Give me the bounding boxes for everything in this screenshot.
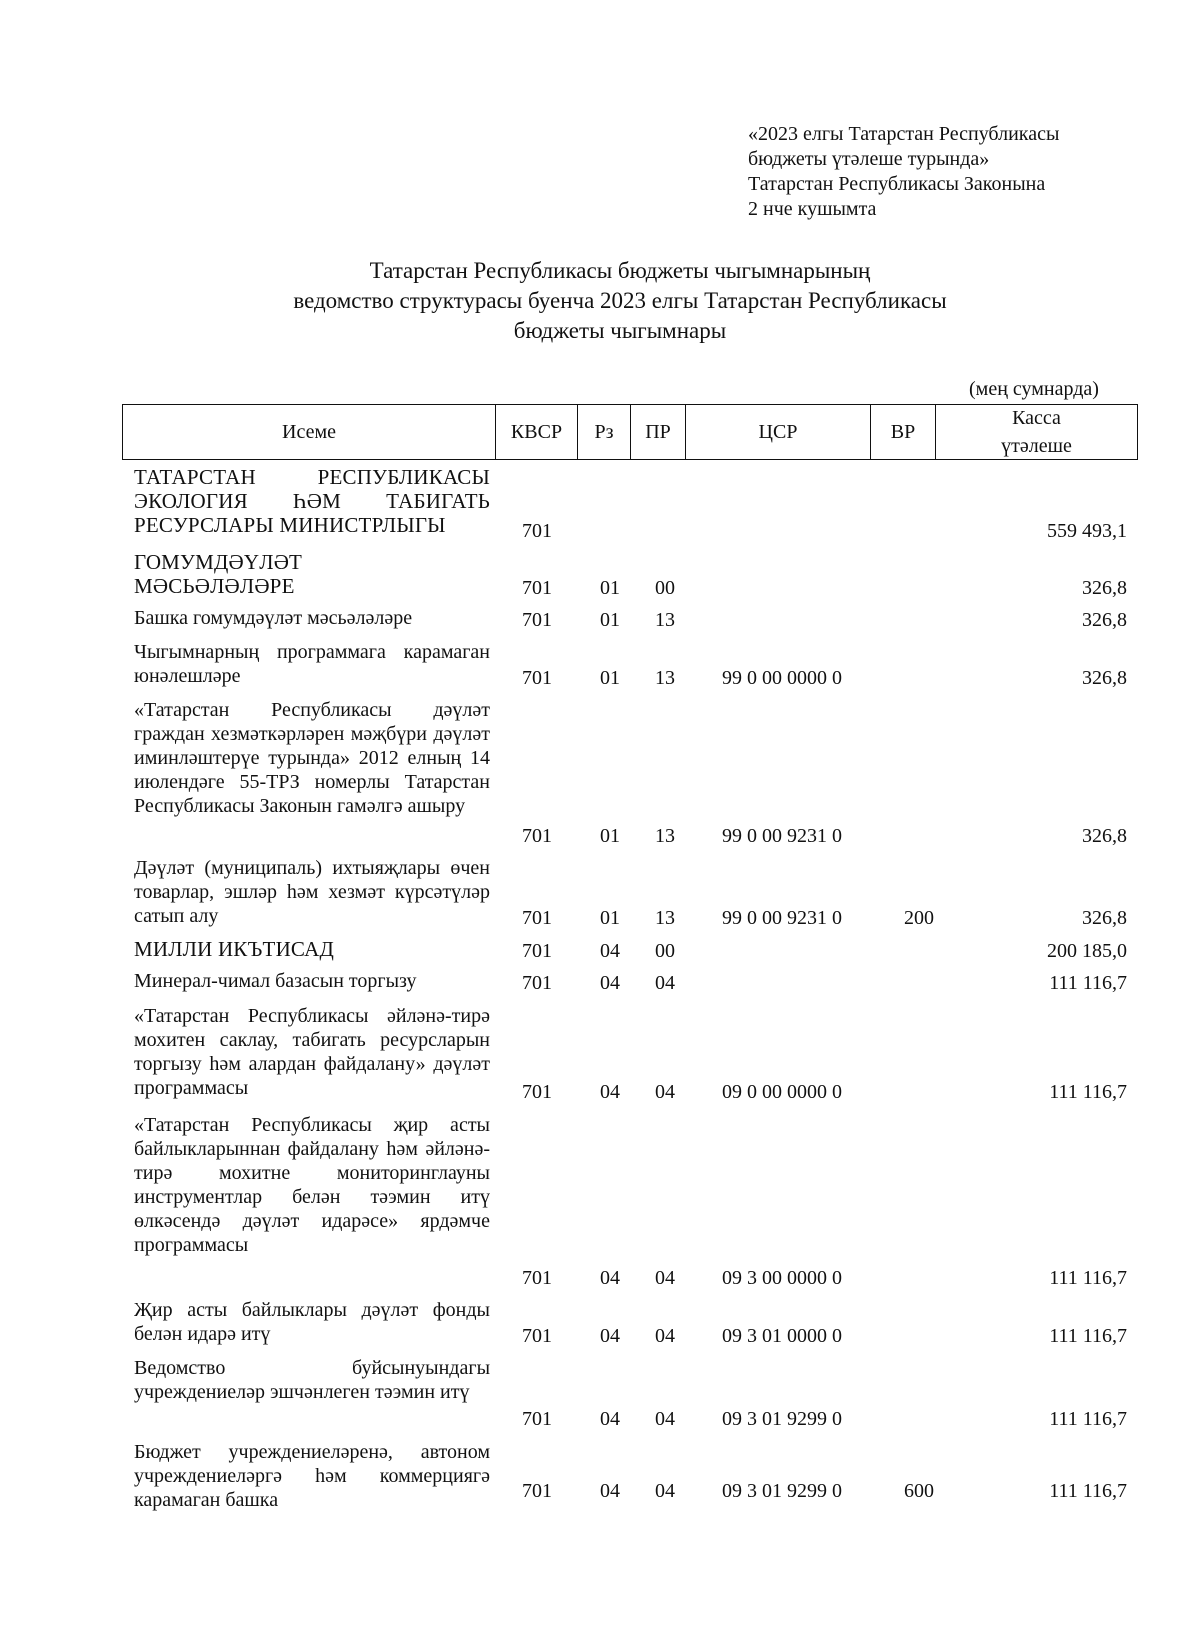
table-row bbox=[0, 856, 1200, 930]
table-row bbox=[0, 550, 1200, 600]
row-csr: 99 0 00 0000 0 bbox=[722, 667, 842, 689]
row-pr: 13 bbox=[655, 907, 675, 929]
row-csr: 99 0 00 9231 0 bbox=[722, 825, 842, 847]
table-row bbox=[0, 937, 1200, 963]
row-name: Дәүләт (муниципаль) ихтыяҗлары өчен товарлар, эшләр һәм хезмәт күрсәтүләр сатып алу bbox=[134, 857, 490, 927]
row-amount: 111 116,7 bbox=[1049, 1325, 1127, 1347]
row-kvsr: 701 bbox=[522, 825, 552, 847]
units-note: (мең сумнарда) bbox=[969, 378, 1099, 400]
row-csr: 09 3 01 9299 0 bbox=[722, 1480, 842, 1502]
row-kvsr: 701 bbox=[522, 1267, 552, 1289]
row-kvsr: 701 bbox=[522, 1081, 552, 1103]
row-kvsr: 701 bbox=[522, 609, 552, 631]
row-rz: 01 bbox=[600, 907, 620, 929]
row-name: «Татарстан Республикасы дәүләт граждан хезмәткәрләрен мәҗбүри дәүләт иминләштерүе турында» 2012 елның 14 июлендәге 55-ТРЗ номерлы Татарстан Республикасы Законын гамәлгә ашыру bbox=[134, 699, 490, 817]
table-row bbox=[0, 1004, 1200, 1104]
row-name: Ведомство буйсынуындагы учреждениеләр эшчәнлеген тәэмин итү bbox=[134, 1357, 490, 1403]
row-amount: 111 116,7 bbox=[1049, 1081, 1127, 1103]
row-pr: 13 bbox=[655, 609, 675, 631]
header-name: Исеме bbox=[282, 421, 336, 443]
table-row bbox=[0, 1356, 1200, 1431]
row-amount: 326,8 bbox=[1082, 907, 1127, 929]
row-amount: 111 116,7 bbox=[1049, 1408, 1127, 1430]
row-name: ГОМУМДӘҮЛӘТ МӘСЬӘЛӘЛӘРЕ bbox=[134, 550, 303, 598]
row-amount: 326,8 bbox=[1082, 577, 1127, 599]
row-csr: 09 3 01 9299 0 bbox=[722, 1408, 842, 1430]
header-kvsr: КВСР bbox=[495, 405, 577, 459]
row-name: Чыгымнарның программага карамаган юнәлешләре bbox=[134, 641, 490, 687]
row-vr: 200 bbox=[904, 907, 934, 929]
row-name: Җир асты байлыклары дәүләт фонды белән идарә итү bbox=[134, 1299, 490, 1345]
header-amount-line1: Касса bbox=[1012, 407, 1061, 429]
row-kvsr: 701 bbox=[522, 667, 552, 689]
row-pr: 04 bbox=[655, 972, 675, 994]
row-rz: 01 bbox=[600, 667, 620, 689]
row-name: Минерал-чимал базасын торгызу bbox=[134, 970, 417, 992]
row-rz: 04 bbox=[600, 972, 620, 994]
row-pr: 04 bbox=[655, 1480, 675, 1502]
header-rz: Рз bbox=[577, 405, 630, 459]
title-line: бюджеты чыгымнары bbox=[513, 318, 727, 343]
table-row bbox=[0, 969, 1200, 995]
row-name: «Татарстан Республикасы әйләнә-тирә мохитен саклау, табигать ресурсларын торгызу һәм алардан файдалану» дәүләт программасы bbox=[134, 1005, 490, 1099]
row-pr: 13 bbox=[655, 667, 675, 689]
table-row bbox=[0, 1440, 1200, 1515]
row-amount: 111 116,7 bbox=[1049, 1267, 1127, 1289]
row-rz: 04 bbox=[600, 1081, 620, 1103]
header-amount-line2: үтәлеше bbox=[1001, 435, 1072, 457]
row-name: МИЛЛИ ИКЪТИСАД bbox=[134, 937, 334, 961]
row-name: ТАТАРСТАН РЕСПУБЛИКАСЫ ЭКОЛОГИЯ ҺӘМ ТАБИГАТЬ РЕСУРСЛАРЫ МИНИСТРЛЫГЫ bbox=[134, 465, 490, 537]
table-row bbox=[0, 698, 1200, 848]
header-csr: ЦСР bbox=[685, 405, 870, 459]
table-row bbox=[0, 465, 1200, 543]
row-kvsr: 701 bbox=[522, 1325, 552, 1347]
annex-line: «2023 елгы Татарстан Республикасы bbox=[748, 123, 1060, 145]
row-pr: 00 bbox=[655, 940, 675, 962]
header-vr: ВР bbox=[870, 405, 935, 459]
row-name: «Татарстан Республикасы җир асты байлыкларыннан файдалану һәм әйләнә-тирә мохитне мониторинглауны инструментлар белән тәэмин итү өлкәсендә дәүләт идарәсе» ярдәмче программасы bbox=[134, 1114, 490, 1256]
row-csr: 09 3 00 0000 0 bbox=[722, 1267, 842, 1289]
row-pr: 13 bbox=[655, 825, 675, 847]
row-amount: 111 116,7 bbox=[1049, 1480, 1127, 1502]
row-rz: 04 bbox=[600, 940, 620, 962]
row-csr: 09 0 00 0000 0 bbox=[722, 1081, 842, 1103]
row-pr: 04 bbox=[655, 1267, 675, 1289]
row-name: Бюджет учреждениеләренә, автоном учреждениеләргә һәм коммерциягә карамаган башка bbox=[134, 1441, 490, 1511]
row-kvsr: 701 bbox=[522, 972, 552, 994]
header-pr: ПР bbox=[630, 405, 685, 459]
row-rz: 04 bbox=[600, 1325, 620, 1347]
annex-reference bbox=[748, 122, 1168, 222]
row-rz: 01 bbox=[600, 825, 620, 847]
row-kvsr: 701 bbox=[522, 1480, 552, 1502]
row-rz: 01 bbox=[600, 577, 620, 599]
row-name: Башка гомумдәүләт мәсьәләләре bbox=[134, 607, 413, 629]
row-vr: 600 bbox=[904, 1480, 934, 1502]
table-row bbox=[0, 606, 1200, 632]
row-amount: 200 185,0 bbox=[1047, 940, 1127, 962]
row-rz: 01 bbox=[600, 609, 620, 631]
row-csr: 99 0 00 9231 0 bbox=[722, 907, 842, 929]
row-amount: 326,8 bbox=[1082, 667, 1127, 689]
table-row bbox=[0, 640, 1200, 690]
annex-line: бюджеты үтәлеше турында» bbox=[748, 148, 990, 170]
row-amount: 326,8 bbox=[1082, 825, 1127, 847]
row-rz: 04 bbox=[600, 1480, 620, 1502]
title-line: Татарстан Республикасы бюджеты чыгымнарының bbox=[369, 258, 871, 283]
row-kvsr: 701 bbox=[522, 940, 552, 962]
row-kvsr: 701 bbox=[522, 520, 552, 542]
table-header bbox=[122, 404, 1138, 460]
title-line: ведомство структурасы буенча 2023 елгы Татарстан Республикасы bbox=[293, 288, 947, 313]
row-csr: 09 3 01 0000 0 bbox=[722, 1325, 842, 1347]
row-amount: 111 116,7 bbox=[1049, 972, 1127, 994]
row-pr: 00 bbox=[655, 577, 675, 599]
row-amount: 326,8 bbox=[1082, 609, 1127, 631]
row-kvsr: 701 bbox=[522, 1408, 552, 1430]
row-pr: 04 bbox=[655, 1408, 675, 1430]
table-row bbox=[0, 1298, 1200, 1348]
annex-line: Татарстан Республикасы Законына bbox=[748, 173, 1046, 195]
row-pr: 04 bbox=[655, 1325, 675, 1347]
document-title bbox=[130, 256, 1110, 346]
row-kvsr: 701 bbox=[522, 577, 552, 599]
table-row bbox=[0, 1113, 1200, 1290]
row-kvsr: 701 bbox=[522, 907, 552, 929]
row-rz: 04 bbox=[600, 1267, 620, 1289]
row-rz: 04 bbox=[600, 1408, 620, 1430]
row-amount: 559 493,1 bbox=[1047, 520, 1127, 542]
header-amount bbox=[935, 405, 1137, 459]
row-pr: 04 bbox=[655, 1081, 675, 1103]
annex-line: 2 нче кушымта bbox=[748, 198, 877, 220]
